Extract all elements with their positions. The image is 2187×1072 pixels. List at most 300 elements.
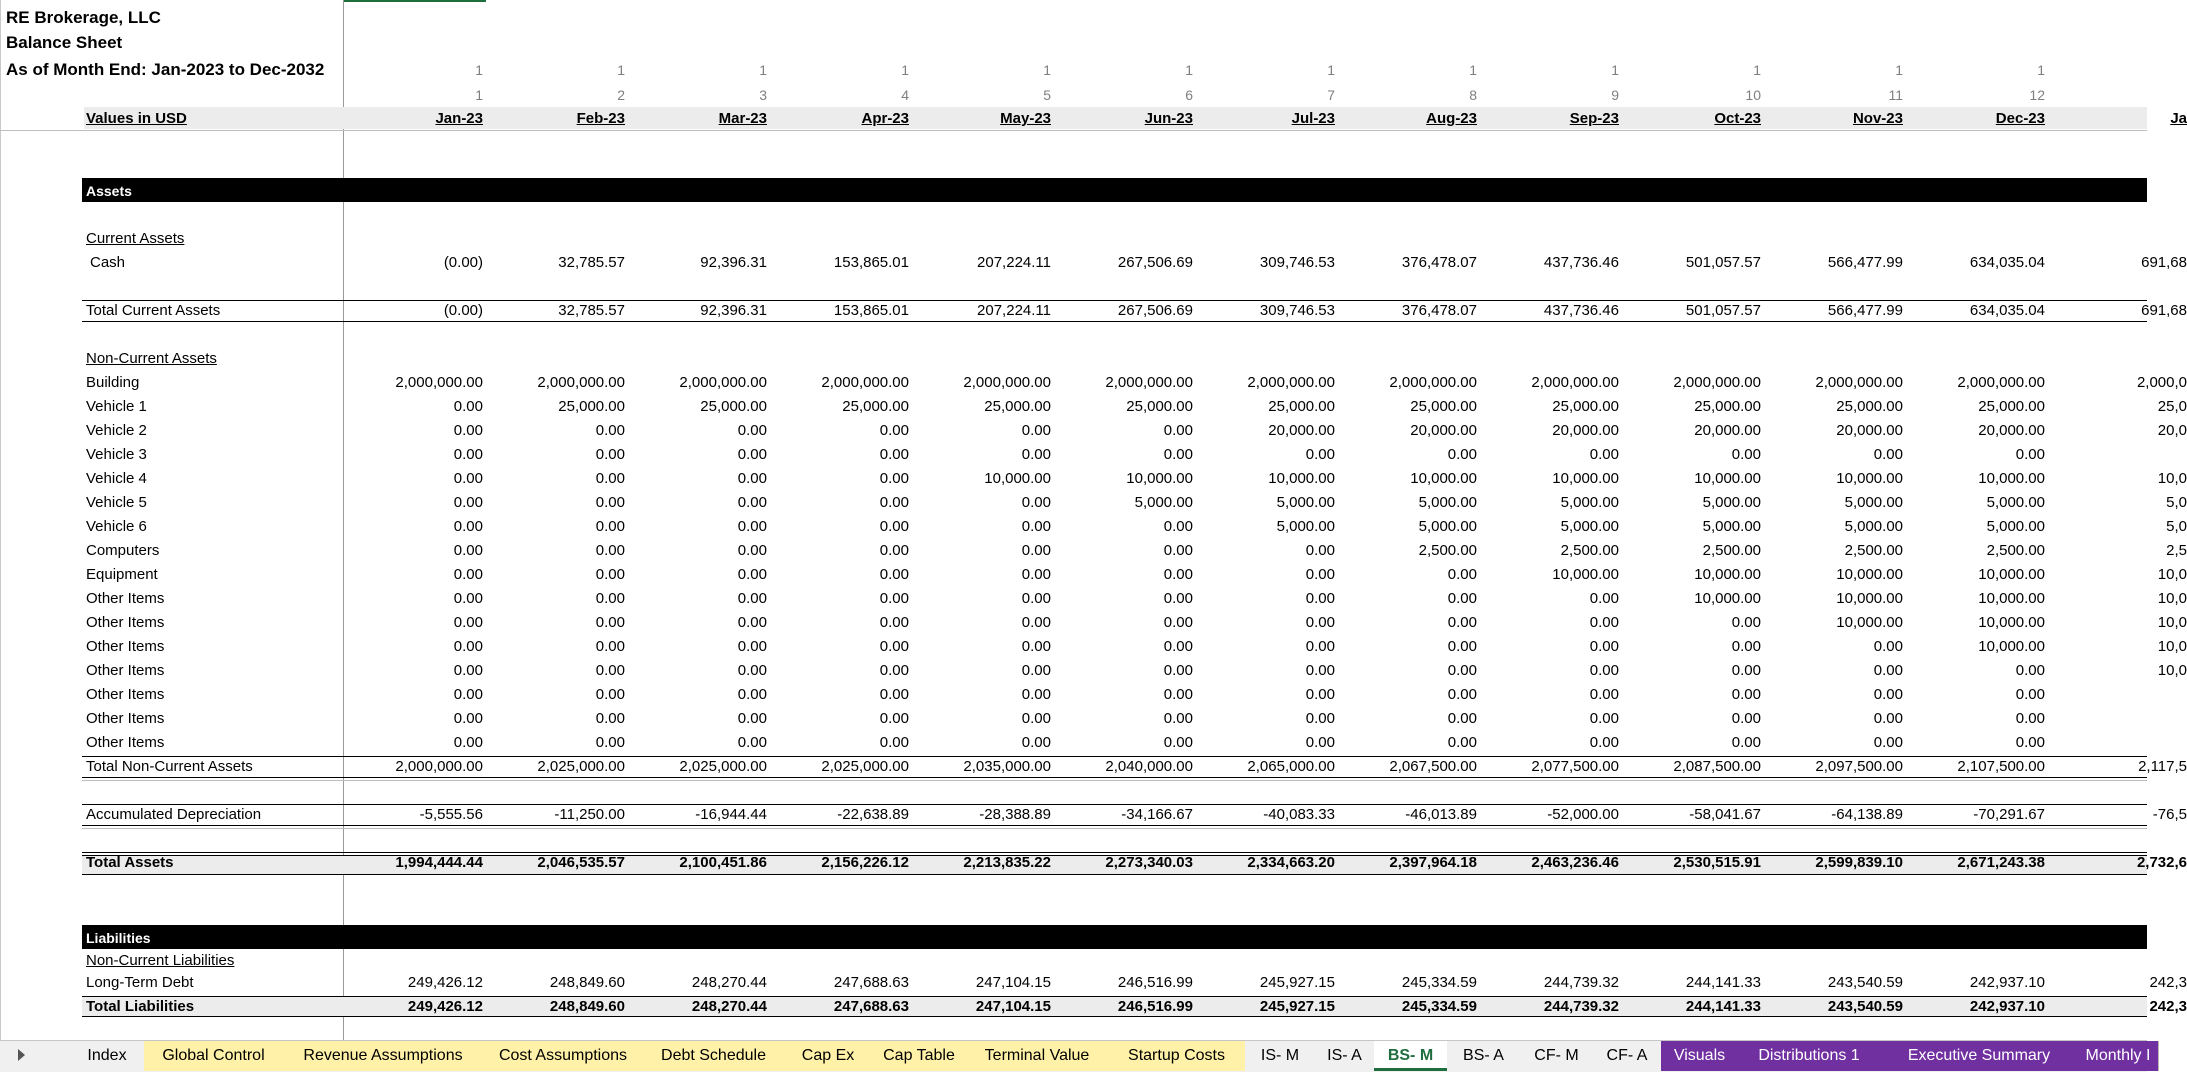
value-cell[interactable]: 25,000.00 [558, 398, 625, 415]
value-cell[interactable]: 0.00 [1447, 710, 1477, 727]
value-cell[interactable]: 2,334,663.20 [1247, 854, 1335, 871]
sheet-tab[interactable]: BS- M [1374, 1041, 1448, 1071]
value-cell[interactable]: 5,000.00 [1418, 494, 1477, 511]
row-label[interactable]: Vehicle 6 [86, 518, 147, 535]
value-cell[interactable]: 5,000.00 [1986, 494, 2045, 511]
value-cell[interactable]: 5,000.00 [1844, 494, 1903, 511]
value-cell[interactable]: 0.00 [1021, 446, 1051, 463]
value-cell[interactable]: 0.00 [1163, 734, 1193, 751]
value-cell[interactable]: (0.00) [443, 302, 483, 319]
value-cell[interactable]: 0.00 [1163, 542, 1193, 559]
value-cell[interactable]: 2,156,226.12 [821, 854, 909, 871]
value-cell[interactable]: 267,506.69 [1117, 302, 1193, 319]
value-cell[interactable]: 20,000.00 [1978, 422, 2045, 439]
value-cell[interactable]: 0.00 [595, 446, 625, 463]
value-cell[interactable]: 0.00 [1589, 614, 1619, 631]
value-cell[interactable]: -40,083.33 [1263, 806, 1335, 823]
value-cell[interactable]: 2,500.00 [1702, 542, 1761, 559]
value-cell[interactable]: 0.00 [595, 734, 625, 751]
value-cell[interactable]: 5,0 [2166, 494, 2187, 511]
value-cell[interactable]: 0.00 [595, 686, 625, 703]
value-cell[interactable]: 207,224.11 [977, 254, 1051, 271]
value-cell[interactable]: 0.00 [1163, 422, 1193, 439]
value-cell[interactable]: 0.00 [1589, 446, 1619, 463]
value-cell[interactable]: 247,104.15 [975, 998, 1051, 1015]
value-cell[interactable]: 246,516.99 [1117, 998, 1193, 1015]
value-cell[interactable]: 207,224.11 [977, 302, 1051, 319]
value-cell[interactable]: 2,000,0 [2136, 374, 2187, 391]
value-cell[interactable]: 0.00 [879, 734, 909, 751]
sheet-tab[interactable]: IS- M [1245, 1041, 1316, 1071]
value-cell[interactable]: 0.00 [1589, 710, 1619, 727]
value-cell[interactable]: 0.00 [453, 566, 483, 583]
value-cell[interactable]: 0.00 [1589, 662, 1619, 679]
sheet-tab[interactable]: Terminal Value [966, 1041, 1109, 1071]
value-cell[interactable]: 20,000.00 [1694, 422, 1761, 439]
value-cell[interactable]: 10,000.00 [1694, 470, 1761, 487]
value-cell[interactable]: 0.00 [1589, 638, 1619, 655]
value-cell[interactable]: 0.00 [1589, 686, 1619, 703]
value-cell[interactable]: 0.00 [1163, 614, 1193, 631]
value-cell[interactable]: 10,000.00 [1126, 470, 1193, 487]
value-cell[interactable]: 0.00 [453, 590, 483, 607]
value-cell[interactable]: 0.00 [453, 542, 483, 559]
value-cell[interactable]: 25,000.00 [1552, 398, 1619, 415]
value-cell[interactable]: 0.00 [1873, 662, 1903, 679]
value-cell[interactable]: 0.00 [1305, 542, 1335, 559]
value-cell[interactable]: 691,68 [2141, 302, 2187, 319]
value-cell[interactable]: 5,000.00 [1276, 518, 1335, 535]
value-cell[interactable]: 0.00 [1731, 638, 1761, 655]
value-cell[interactable]: -34,166.67 [1121, 806, 1193, 823]
value-cell[interactable]: 242,3 [2149, 998, 2187, 1015]
value-cell[interactable]: 0.00 [879, 614, 909, 631]
value-cell[interactable]: 25,000.00 [1126, 398, 1193, 415]
value-cell[interactable]: 2,213,835.22 [963, 854, 1051, 871]
value-cell[interactable]: 10,000.00 [1978, 638, 2045, 655]
value-cell[interactable]: 2,000,000.00 [1815, 374, 1903, 391]
value-cell[interactable]: (0.00) [443, 254, 483, 271]
value-cell[interactable]: 246,516.99 [1117, 974, 1193, 991]
row-label[interactable]: Cash [90, 254, 126, 271]
value-cell[interactable]: 0.00 [1021, 566, 1051, 583]
sheet-tab[interactable]: Distributions 1 [1738, 1041, 1881, 1071]
value-cell[interactable]: 2,117,5 [2138, 758, 2187, 775]
row-label[interactable]: Total Assets [86, 854, 174, 871]
value-cell[interactable]: 2,107,500.00 [1957, 758, 2045, 775]
sheet-tab[interactable]: Visuals [1661, 1041, 1739, 1071]
value-cell[interactable]: 2,025,000.00 [679, 758, 767, 775]
value-cell[interactable]: 248,849.60 [549, 974, 625, 991]
value-cell[interactable]: 0.00 [1163, 590, 1193, 607]
value-cell[interactable]: 0.00 [595, 470, 625, 487]
value-cell[interactable]: 2,000,000.00 [1389, 374, 1477, 391]
value-cell[interactable]: 0.00 [1731, 686, 1761, 703]
value-cell[interactable]: 244,739.32 [1543, 998, 1619, 1015]
value-cell[interactable]: 0.00 [453, 518, 483, 535]
value-cell[interactable]: 0.00 [453, 710, 483, 727]
value-cell[interactable]: 2,025,000.00 [537, 758, 625, 775]
value-cell[interactable]: 245,927.15 [1259, 974, 1335, 991]
row-label[interactable]: Building [86, 374, 140, 391]
sheet-tab[interactable]: Index [70, 1041, 145, 1071]
row-label[interactable]: Other Items [86, 638, 165, 655]
value-cell[interactable]: 0.00 [1873, 710, 1903, 727]
value-cell[interactable]: 32,785.57 [558, 254, 625, 271]
row-label[interactable]: Total Liabilities [86, 998, 195, 1015]
row-label[interactable]: Total Non-Current Assets [86, 758, 253, 775]
value-cell[interactable]: 0.00 [737, 686, 767, 703]
sheet-tab[interactable]: Cap Table [872, 1041, 967, 1071]
value-cell[interactable]: 0.00 [595, 638, 625, 655]
row-label[interactable]: Other Items [86, 686, 165, 703]
value-cell[interactable]: 5,000.00 [1560, 518, 1619, 535]
value-cell[interactable]: 309,746.53 [1259, 302, 1335, 319]
sheet-tab[interactable]: Monthly I [2078, 1041, 2159, 1071]
value-cell[interactable]: 0.00 [1305, 734, 1335, 751]
value-cell[interactable]: 0.00 [2015, 734, 2045, 751]
value-cell[interactable]: 2,000,000.00 [1673, 374, 1761, 391]
value-cell[interactable]: 2,077,500.00 [1531, 758, 1619, 775]
value-cell[interactable]: 566,477.99 [1827, 302, 1903, 319]
tab-scroll-right-icon[interactable] [18, 1049, 25, 1061]
sheet-tab[interactable]: CF- M [1520, 1041, 1594, 1071]
value-cell[interactable]: 2,463,236.46 [1531, 854, 1619, 871]
value-cell[interactable]: 0.00 [1305, 566, 1335, 583]
value-cell[interactable]: 20,000.00 [1552, 422, 1619, 439]
value-cell[interactable]: 0.00 [1163, 638, 1193, 655]
value-cell[interactable]: 10,000.00 [1268, 470, 1335, 487]
value-cell[interactable]: -5,555.56 [419, 806, 483, 823]
row-label[interactable]: Long-Term Debt [86, 974, 194, 991]
value-cell[interactable]: -46,013.89 [1405, 806, 1477, 823]
value-cell[interactable]: -22,638.89 [837, 806, 909, 823]
value-cell[interactable]: 5,000.00 [1418, 518, 1477, 535]
value-cell[interactable]: 0.00 [879, 638, 909, 655]
value-cell[interactable]: 0.00 [1021, 662, 1051, 679]
value-cell[interactable]: 5,000.00 [1702, 494, 1761, 511]
value-cell[interactable]: 2,000,000.00 [963, 374, 1051, 391]
value-cell[interactable]: 376,478.07 [1401, 302, 1477, 319]
value-cell[interactable]: 249,426.12 [407, 998, 483, 1015]
value-cell[interactable]: 0.00 [453, 470, 483, 487]
value-cell[interactable]: -64,138.89 [1831, 806, 1903, 823]
value-cell[interactable]: 0.00 [737, 494, 767, 511]
value-cell[interactable]: 0.00 [879, 518, 909, 535]
value-cell[interactable]: 0.00 [1021, 422, 1051, 439]
value-cell[interactable]: 0.00 [1163, 686, 1193, 703]
value-cell[interactable]: 25,000.00 [1410, 398, 1477, 415]
value-cell[interactable]: 267,506.69 [1117, 254, 1193, 271]
value-cell[interactable]: 2,040,000.00 [1105, 758, 1193, 775]
value-cell[interactable]: 0.00 [1021, 614, 1051, 631]
value-cell[interactable]: 245,334.59 [1401, 974, 1477, 991]
value-cell[interactable]: 0.00 [737, 590, 767, 607]
value-cell[interactable]: 0.00 [737, 734, 767, 751]
value-cell[interactable]: 0.00 [737, 542, 767, 559]
value-cell[interactable]: 0.00 [1305, 590, 1335, 607]
value-cell[interactable]: 0.00 [1163, 518, 1193, 535]
value-cell[interactable]: 0.00 [1305, 710, 1335, 727]
value-cell[interactable]: 0.00 [595, 422, 625, 439]
value-cell[interactable]: 0.00 [1163, 662, 1193, 679]
value-cell[interactable]: 0.00 [1447, 590, 1477, 607]
value-cell[interactable]: 0.00 [453, 446, 483, 463]
value-cell[interactable]: 25,0 [2157, 398, 2187, 415]
value-cell[interactable]: 2,100,451.86 [679, 854, 767, 871]
value-cell[interactable]: -70,291.67 [1973, 806, 2045, 823]
value-cell[interactable]: 2,599,839.10 [1815, 854, 1903, 871]
value-cell[interactable]: 10,000.00 [1410, 470, 1477, 487]
value-cell[interactable]: 248,849.60 [549, 998, 625, 1015]
value-cell[interactable]: 10,000.00 [1978, 566, 2045, 583]
value-cell[interactable]: 0.00 [1021, 638, 1051, 655]
value-cell[interactable]: 247,688.63 [833, 998, 909, 1015]
value-cell[interactable]: 0.00 [1305, 446, 1335, 463]
value-cell[interactable]: 25,000.00 [984, 398, 1051, 415]
value-cell[interactable]: 501,057.57 [1685, 302, 1761, 319]
value-cell[interactable]: 244,739.32 [1543, 974, 1619, 991]
value-cell[interactable]: 2,025,000.00 [821, 758, 909, 775]
value-cell[interactable]: 2,035,000.00 [963, 758, 1051, 775]
value-cell[interactable]: 0.00 [1305, 662, 1335, 679]
value-cell[interactable]: 248,270.44 [691, 974, 767, 991]
sheet-tab[interactable]: IS- A [1315, 1041, 1375, 1071]
value-cell[interactable]: 2,5 [2166, 542, 2187, 559]
value-cell[interactable]: 2,097,500.00 [1815, 758, 1903, 775]
value-cell[interactable]: 0.00 [1021, 734, 1051, 751]
value-cell[interactable]: 20,0 [2157, 422, 2187, 439]
value-cell[interactable]: 0.00 [1447, 446, 1477, 463]
value-cell[interactable]: 0.00 [1873, 734, 1903, 751]
value-cell[interactable]: 5,000.00 [1560, 494, 1619, 511]
value-cell[interactable]: 92,396.31 [700, 254, 767, 271]
value-cell[interactable]: 0.00 [879, 710, 909, 727]
value-cell[interactable]: 2,500.00 [1418, 542, 1477, 559]
value-cell[interactable]: 32,785.57 [558, 302, 625, 319]
value-cell[interactable]: 309,746.53 [1259, 254, 1335, 271]
value-cell[interactable]: 0.00 [595, 542, 625, 559]
value-cell[interactable]: 0.00 [595, 518, 625, 535]
value-cell[interactable]: 2,397,964.18 [1389, 854, 1477, 871]
value-cell[interactable]: 0.00 [1163, 446, 1193, 463]
sheet-tab[interactable]: Cap Ex [784, 1041, 873, 1071]
value-cell[interactable]: 25,000.00 [842, 398, 909, 415]
value-cell[interactable]: 2,000,000.00 [1247, 374, 1335, 391]
value-cell[interactable]: 0.00 [737, 422, 767, 439]
value-cell[interactable]: 0.00 [453, 734, 483, 751]
value-cell[interactable]: 0.00 [1021, 710, 1051, 727]
value-cell[interactable]: 10,000.00 [1978, 590, 2045, 607]
value-cell[interactable]: 10,0 [2157, 590, 2187, 607]
value-cell[interactable]: 249,426.12 [407, 974, 483, 991]
value-cell[interactable]: 242,937.10 [1969, 998, 2045, 1015]
value-cell[interactable]: 245,334.59 [1401, 998, 1477, 1015]
sheet-tab[interactable]: Debt Schedule [643, 1041, 785, 1071]
value-cell[interactable]: 0.00 [1447, 686, 1477, 703]
value-cell[interactable]: -11,250.00 [554, 806, 625, 823]
value-cell[interactable]: 0.00 [2015, 686, 2045, 703]
value-cell[interactable]: 5,0 [2166, 518, 2187, 535]
value-cell[interactable]: 0.00 [2015, 446, 2045, 463]
row-label[interactable]: Other Items [86, 590, 165, 607]
value-cell[interactable]: 0.00 [879, 590, 909, 607]
value-cell[interactable]: 0.00 [1731, 662, 1761, 679]
value-cell[interactable]: 242,3 [2149, 974, 2187, 991]
value-cell[interactable]: 0.00 [1447, 638, 1477, 655]
value-cell[interactable]: 0.00 [1873, 446, 1903, 463]
value-cell[interactable]: 0.00 [1305, 686, 1335, 703]
value-cell[interactable]: 2,530,515.91 [1673, 854, 1761, 871]
value-cell[interactable]: 5,000.00 [1844, 518, 1903, 535]
sheet-tab[interactable]: Revenue Assumptions [283, 1041, 484, 1071]
value-cell[interactable]: 2,000,000.00 [395, 374, 483, 391]
value-cell[interactable]: 247,104.15 [975, 974, 1051, 991]
row-label[interactable]: Other Items [86, 614, 165, 631]
value-cell[interactable]: 566,477.99 [1827, 254, 1903, 271]
value-cell[interactable]: 501,057.57 [1685, 254, 1761, 271]
value-cell[interactable]: 10,000.00 [1978, 614, 2045, 631]
value-cell[interactable]: 2,067,500.00 [1389, 758, 1477, 775]
value-cell[interactable]: 0.00 [453, 662, 483, 679]
value-cell[interactable]: 245,927.15 [1259, 998, 1335, 1015]
row-label[interactable]: Other Items [86, 662, 165, 679]
value-cell[interactable]: 2,732,6 [2136, 854, 2187, 871]
value-cell[interactable]: 0.00 [1305, 638, 1335, 655]
value-cell[interactable]: 5,000.00 [1702, 518, 1761, 535]
value-cell[interactable]: 0.00 [1447, 614, 1477, 631]
value-cell[interactable]: 2,087,500.00 [1673, 758, 1761, 775]
value-cell[interactable]: 2,500.00 [1560, 542, 1619, 559]
value-cell[interactable]: 0.00 [1021, 542, 1051, 559]
value-cell[interactable]: 10,000.00 [984, 470, 1051, 487]
value-cell[interactable]: 2,000,000.00 [821, 374, 909, 391]
value-cell[interactable]: 0.00 [879, 446, 909, 463]
value-cell[interactable]: 2,000,000.00 [395, 758, 483, 775]
value-cell[interactable]: 10,000.00 [1694, 590, 1761, 607]
value-cell[interactable]: 2,500.00 [1844, 542, 1903, 559]
value-cell[interactable]: 25,000.00 [1694, 398, 1761, 415]
sheet-tab[interactable]: Global Control [144, 1041, 284, 1071]
value-cell[interactable]: 0.00 [453, 494, 483, 511]
value-cell[interactable]: 0.00 [1305, 614, 1335, 631]
value-cell[interactable]: 244,141.33 [1685, 998, 1761, 1015]
value-cell[interactable]: 0.00 [879, 686, 909, 703]
value-cell[interactable]: 5,000.00 [1276, 494, 1335, 511]
row-label[interactable]: Vehicle 5 [86, 494, 147, 511]
value-cell[interactable]: 0.00 [1163, 710, 1193, 727]
row-label[interactable]: Vehicle 2 [86, 422, 147, 439]
value-cell[interactable]: 0.00 [453, 686, 483, 703]
value-cell[interactable]: 0.00 [2015, 662, 2045, 679]
value-cell[interactable]: 10,000.00 [1836, 470, 1903, 487]
value-cell[interactable]: 0.00 [737, 518, 767, 535]
value-cell[interactable]: 10,000.00 [1836, 614, 1903, 631]
row-label[interactable]: Accumulated Depreciation [86, 806, 262, 823]
value-cell[interactable]: 0.00 [1731, 446, 1761, 463]
value-cell[interactable]: 0.00 [595, 566, 625, 583]
value-cell[interactable]: 0.00 [595, 590, 625, 607]
value-cell[interactable]: 0.00 [1589, 590, 1619, 607]
value-cell[interactable]: 0.00 [737, 470, 767, 487]
row-label[interactable]: Other Items [86, 734, 165, 751]
value-cell[interactable]: 2,000,000.00 [1531, 374, 1619, 391]
value-cell[interactable]: 0.00 [1589, 734, 1619, 751]
value-cell[interactable]: 0.00 [453, 638, 483, 655]
value-cell[interactable]: 0.00 [879, 662, 909, 679]
value-cell[interactable]: 376,478.07 [1401, 254, 1477, 271]
row-label[interactable]: Vehicle 4 [86, 470, 147, 487]
value-cell[interactable]: 25,000.00 [700, 398, 767, 415]
value-cell[interactable]: 634,035.04 [1969, 254, 2045, 271]
value-cell[interactable]: 10,0 [2157, 614, 2187, 631]
value-cell[interactable]: 153,865.01 [833, 302, 909, 319]
value-cell[interactable]: 10,0 [2157, 566, 2187, 583]
value-cell[interactable]: 243,540.59 [1827, 998, 1903, 1015]
value-cell[interactable]: 0.00 [1021, 590, 1051, 607]
value-cell[interactable]: 2,000,000.00 [679, 374, 767, 391]
value-cell[interactable]: 0.00 [1163, 566, 1193, 583]
value-cell[interactable]: 20,000.00 [1268, 422, 1335, 439]
value-cell[interactable]: 0.00 [737, 566, 767, 583]
value-cell[interactable]: 243,540.59 [1827, 974, 1903, 991]
value-cell[interactable]: 10,000.00 [1552, 470, 1619, 487]
value-cell[interactable]: 2,065,000.00 [1247, 758, 1335, 775]
sheet-tab[interactable]: Cost Assumptions [483, 1041, 644, 1071]
value-cell[interactable]: 10,000.00 [1836, 566, 1903, 583]
value-cell[interactable]: 0.00 [453, 398, 483, 415]
value-cell[interactable]: 0.00 [595, 614, 625, 631]
value-cell[interactable]: 242,937.10 [1969, 974, 2045, 991]
value-cell[interactable]: -76,5 [2152, 806, 2187, 823]
value-cell[interactable]: 25,000.00 [1978, 398, 2045, 415]
value-cell[interactable]: 10,0 [2157, 470, 2187, 487]
value-cell[interactable]: -58,041.67 [1689, 806, 1761, 823]
value-cell[interactable]: 10,000.00 [1836, 590, 1903, 607]
value-cell[interactable]: 25,000.00 [1268, 398, 1335, 415]
value-cell[interactable]: 0.00 [879, 542, 909, 559]
value-cell[interactable]: 0.00 [1021, 518, 1051, 535]
value-cell[interactable]: 10,0 [2157, 638, 2187, 655]
value-cell[interactable]: 0.00 [595, 662, 625, 679]
sheet-tab[interactable]: CF- A [1593, 1041, 1662, 1071]
value-cell[interactable]: 2,273,340.03 [1105, 854, 1193, 871]
value-cell[interactable]: 153,865.01 [833, 254, 909, 271]
value-cell[interactable]: 2,046,535.57 [537, 854, 625, 871]
row-label[interactable]: Equipment [86, 566, 158, 583]
value-cell[interactable]: 0.00 [1447, 734, 1477, 751]
value-cell[interactable]: 437,736.46 [1543, 254, 1619, 271]
value-cell[interactable]: 10,000.00 [1552, 566, 1619, 583]
value-cell[interactable]: 25,000.00 [1836, 398, 1903, 415]
value-cell[interactable]: 0.00 [1447, 566, 1477, 583]
row-label[interactable]: Total Current Assets [86, 302, 221, 319]
value-cell[interactable]: 248,270.44 [691, 998, 767, 1015]
value-cell[interactable]: 10,000.00 [1694, 566, 1761, 583]
value-cell[interactable]: 10,000.00 [1978, 470, 2045, 487]
value-cell[interactable]: 0.00 [879, 566, 909, 583]
value-cell[interactable]: 2,000,000.00 [537, 374, 625, 391]
value-cell[interactable]: 0.00 [879, 422, 909, 439]
row-label[interactable]: Vehicle 3 [86, 446, 147, 463]
value-cell[interactable]: -28,388.89 [979, 806, 1051, 823]
row-label[interactable]: Computers [86, 542, 160, 559]
value-cell[interactable]: 2,500.00 [1986, 542, 2045, 559]
sheet-tab[interactable]: Executive Summary [1880, 1041, 2079, 1071]
value-cell[interactable]: 0.00 [453, 422, 483, 439]
value-cell[interactable]: 437,736.46 [1543, 302, 1619, 319]
value-cell[interactable]: 0.00 [737, 662, 767, 679]
